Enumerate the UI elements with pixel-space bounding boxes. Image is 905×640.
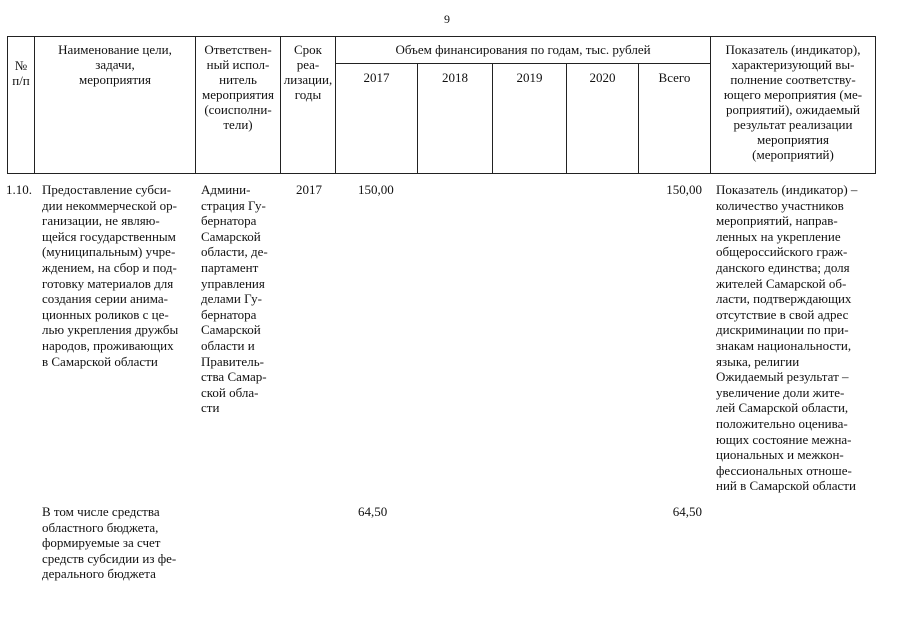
subrow-name: В том числе средства областного бюджета, формируемые за счет средств субсидии из фе- дерального бюджета [42, 504, 177, 582]
col-border [7, 36, 8, 174]
row-term: 2017 [296, 182, 322, 197]
row-num: 1.10. [6, 182, 32, 197]
header-total: Всего [658, 70, 691, 85]
header-year-2017: 2017 [363, 70, 390, 85]
header-bottom-border [7, 173, 876, 174]
row-name: Предоставление субси- дии некоммерческой ор- ганизации, не являю- щейся государственным (муниципальным) учре- ждением, на сбор и под- готовку материалов для создания серии анима- ционных роликов с це- лью укрепления дружбы народов, проживающих в Самарской области [42, 182, 179, 369]
header-indicator: Показатель (индикатор), характеризующий вы- полнение соответству- ющего мероприятия (ме- роприятий), ожидаемый результат реализации мероприятия (мероприятий) [723, 42, 863, 162]
header-name: Наименование цели, задачи, мероприятия [58, 42, 172, 87]
header-year-2019: 2019 [516, 70, 543, 85]
table-header [7, 36, 876, 174]
page-number: 9 [444, 12, 450, 26]
header-year-2020: 2020 [589, 70, 616, 85]
row-value-2017: 150,00 [358, 182, 394, 197]
col-border [875, 36, 876, 174]
funding-subheader-border [335, 63, 710, 64]
row-indicator: Показатель (индикатор) – количество участников мероприятий, направ- ленных на укрепление общероссийского граж- данского единства; доля жителей Самарской об- ласти, подтверждающих отсутствие в свой адрес дискриминации по при- знакам национальности, языка, религии Ожидаемый результат – увеличение доли жите- лей Самарской области, положительно оценива- ющих состояние межна- циональных и межкон- фессиональных отноше- ний в Самарской области [716, 182, 858, 494]
subrow-value-2017: 64,50 [358, 504, 388, 519]
header-year-2018: 2018 [442, 70, 468, 85]
header-num: № п/п [12, 58, 30, 88]
row-value-total: 150,00 [666, 182, 702, 197]
row-responsible: Админи- страция Гу- бернатора Самарской области, де- партамент управления делами Гу- бернатора Самарской области и Правитель- ства Самар- ской обла- сти [201, 182, 268, 416]
subrow-value-total: 64,50 [672, 504, 702, 519]
header-term: Срок реа- лизации, годы [283, 42, 333, 102]
header-responsible: Ответствен- ный испол- нитель мероприятия (соисполни- тели) [201, 42, 274, 132]
header-funding-title: Объем финансирования по годам, тыс. рублей [395, 42, 651, 57]
header-top-border [7, 36, 876, 37]
